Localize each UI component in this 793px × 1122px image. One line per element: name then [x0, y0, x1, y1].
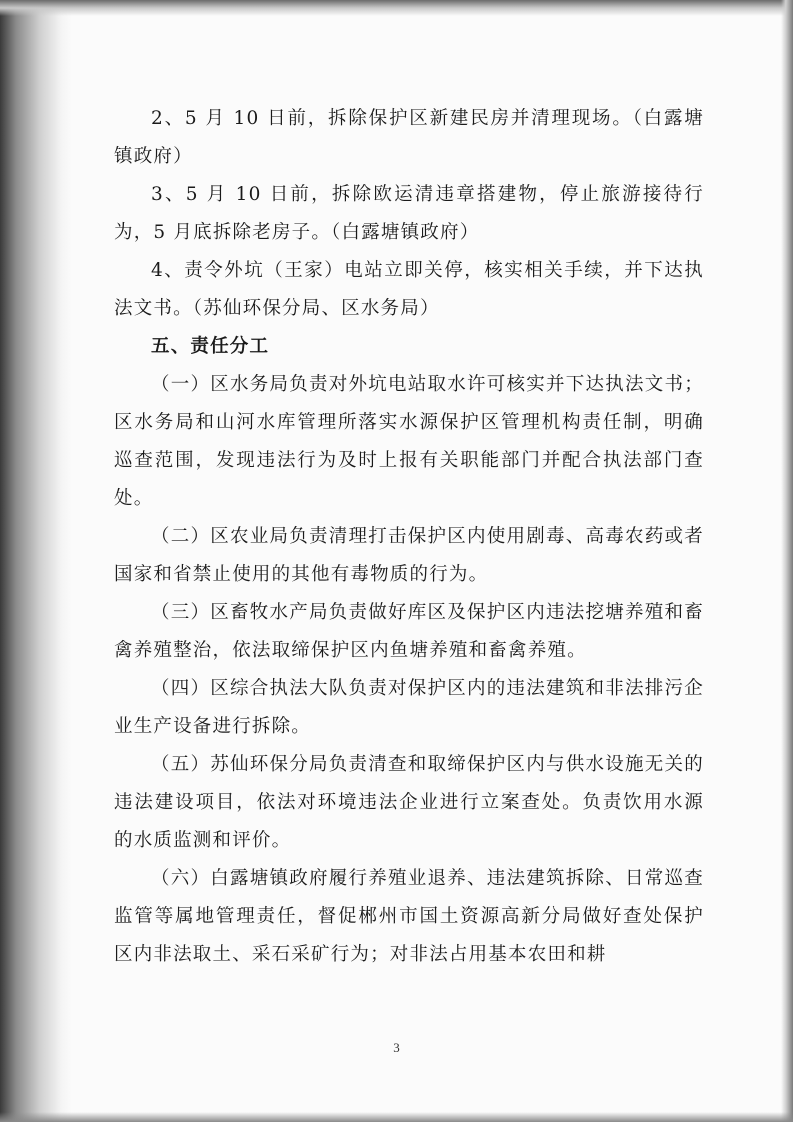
- scan-shadow-bottom: [0, 1112, 793, 1122]
- section-heading: 五、责任分工: [151, 336, 270, 357]
- duty-paragraph-2: （二）区农业局负责清理打击保护区内使用剧毒、高毒农药或者国家和省禁止使用的其他有毒物质的行为。: [114, 526, 704, 585]
- paragraph-item-2: 2、5 月 10 日前，拆除保护区新建民房并清理现场。（白露塘镇政府）: [114, 108, 704, 167]
- scan-shadow-right: [781, 0, 793, 1122]
- page-number: 3: [393, 1040, 400, 1055]
- scan-shadow-top: [0, 0, 793, 16]
- paragraph-item-4: 4、责令外坑（王家）电站立即关停，核实相关手续，并下达执法文书。（苏仙环保分局、区水务局）: [114, 260, 704, 319]
- document-body: [114, 100, 704, 974]
- paragraph-item-3: 3、5 月 10 日前，拆除欧运清违章搭建物，停止旅游接待行为，5 月底拆除老房子。（白露塘镇政府）: [114, 184, 704, 243]
- duty-paragraph-1: （一）区水务局负责对外坑电站取水许可核实并下达执法文书；区水务局和山河水库管理所落实水源保护区管理机构责任制，明确巡查范围，发现违法行为及时上报有关职能部门并配合执法部门查处。: [114, 374, 704, 509]
- duty-paragraph-5: （五）苏仙环保分局负责清查和取缔保护区内与供水设施无关的违法建设项目，依法对环境违法企业进行立案查处。负责饮用水源的水质监测和评价。: [114, 754, 704, 851]
- duty-paragraph-6: （六）白露塘镇政府履行养殖业退养、违法建筑拆除、日常巡查监管等属地管理责任，督促郴州市国土资源高新分局做好查处保护区内非法取土、采石采矿行为；对非法占用基本农田和耕: [114, 868, 704, 965]
- duty-paragraph-3: （三）区畜牧水产局负责做好库区及保护区内违法挖塘养殖和畜禽养殖整治，依法取缔保护区内鱼塘养殖和畜禽养殖。: [114, 602, 704, 661]
- scan-shadow-left: [0, 0, 72, 1122]
- duty-paragraph-4: （四）区综合执法大队负责对保护区内的违法建筑和非法排污企业生产设备进行拆除。: [114, 678, 704, 737]
